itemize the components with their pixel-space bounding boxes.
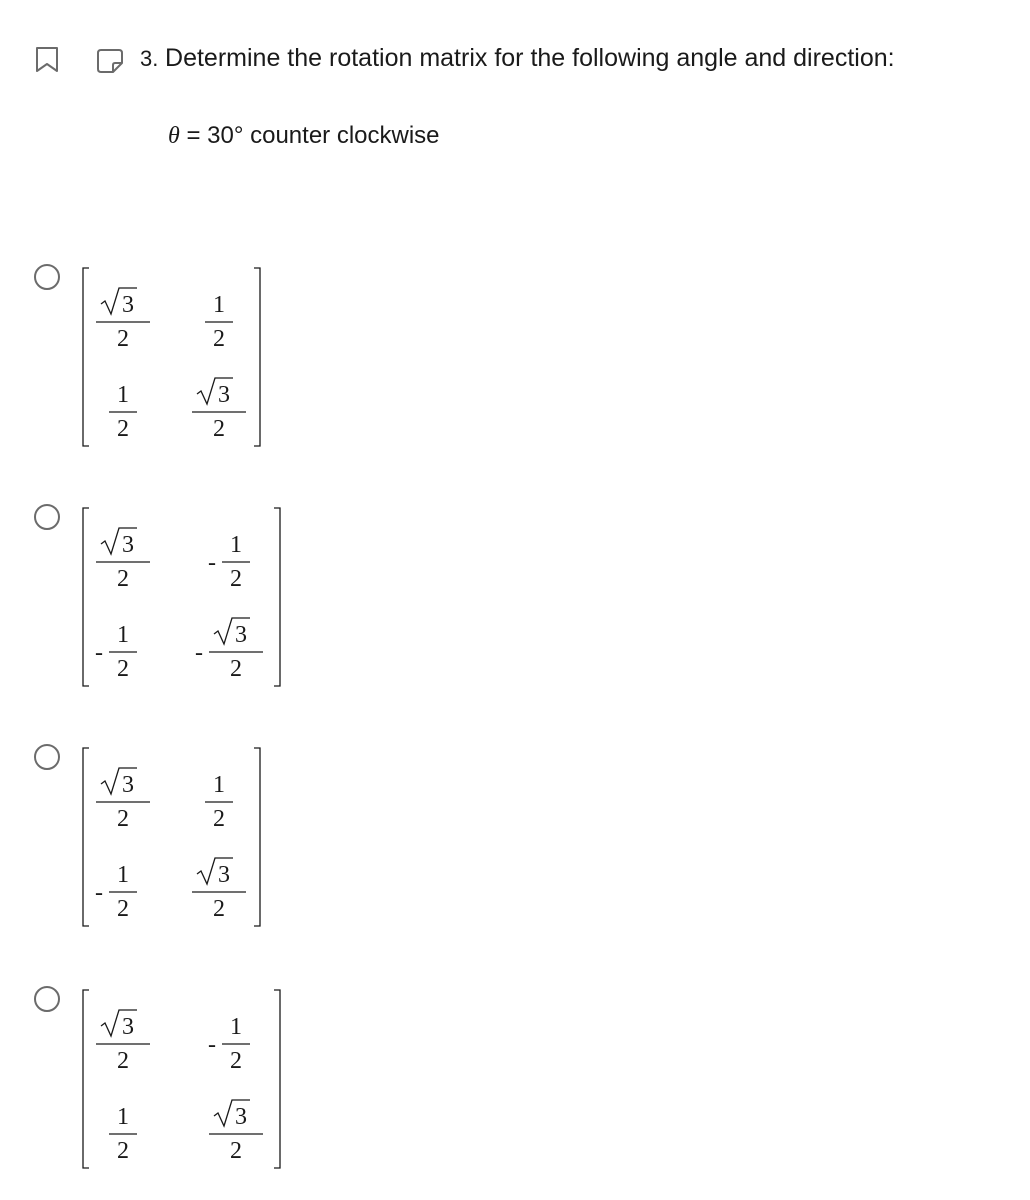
numerator: 3	[218, 862, 230, 888]
numerator: 1	[117, 1104, 129, 1130]
theta-symbol: θ	[168, 123, 180, 149]
option-radio-button[interactable]	[34, 264, 60, 290]
numerator: 1	[230, 1014, 242, 1040]
left-bracket	[83, 508, 89, 686]
numerator: 1	[117, 382, 129, 408]
numerator: 3	[122, 1014, 134, 1040]
numerator: 3	[122, 292, 134, 318]
answer-option[interactable]	[0, 502, 400, 694]
left-bracket	[83, 748, 89, 926]
matrix-entry	[208, 1014, 250, 1074]
denominator: 2	[213, 416, 225, 442]
matrix	[78, 984, 288, 1176]
matrix-entry	[192, 378, 246, 442]
denominator: 2	[230, 566, 242, 592]
answer-option[interactable]	[0, 262, 400, 454]
denominator: 2	[117, 416, 129, 442]
minus-sign: -	[195, 640, 203, 666]
numerator: 3	[235, 622, 247, 648]
matrix-entry	[205, 772, 233, 832]
numerator: 3	[122, 532, 134, 558]
angle-value: = 30° counter clockwise	[186, 122, 440, 149]
denominator: 2	[230, 1048, 242, 1074]
minus-sign: -	[208, 550, 216, 576]
minus-sign: -	[208, 1032, 216, 1058]
denominator: 2	[117, 326, 129, 352]
minus-sign: -	[95, 880, 103, 906]
denominator: 2	[117, 656, 129, 682]
answer-option[interactable]	[0, 984, 400, 1176]
denominator: 2	[117, 1138, 129, 1164]
matrix-entry	[192, 858, 246, 922]
numerator: 3	[122, 772, 134, 798]
denominator: 2	[117, 566, 129, 592]
denominator: 2	[117, 1048, 129, 1074]
matrix-entry	[109, 382, 137, 442]
right-bracket	[254, 748, 260, 926]
question-number: 3.	[140, 46, 159, 71]
left-bracket	[83, 990, 89, 1168]
matrix-entry	[95, 622, 137, 682]
question-text: Determine the rotation matrix for the following angle and direction:	[165, 44, 895, 72]
numerator: 1	[213, 292, 225, 318]
numerator: 3	[235, 1104, 247, 1130]
matrix	[78, 742, 268, 934]
denominator: 2	[230, 656, 242, 682]
matrix-entry	[96, 288, 150, 352]
note-icon[interactable]	[96, 48, 124, 79]
option-radio-button[interactable]	[34, 744, 60, 770]
numerator: 1	[213, 772, 225, 798]
question-prompt	[140, 44, 895, 73]
matrix	[78, 262, 268, 454]
right-bracket	[274, 508, 280, 686]
denominator: 2	[230, 1138, 242, 1164]
answer-option[interactable]	[0, 742, 400, 934]
matrix-entry	[96, 768, 150, 832]
option-radio-button[interactable]	[34, 504, 60, 530]
minus-sign: -	[95, 640, 103, 666]
right-bracket	[254, 268, 260, 446]
numerator: 1	[117, 622, 129, 648]
angle-statement	[168, 122, 440, 150]
matrix-entry	[195, 618, 263, 682]
right-bracket	[274, 990, 280, 1168]
left-bracket	[83, 268, 89, 446]
matrix	[78, 502, 288, 694]
denominator: 2	[117, 806, 129, 832]
denominator: 2	[213, 896, 225, 922]
option-radio-button[interactable]	[34, 986, 60, 1012]
matrix-entry	[205, 292, 233, 352]
numerator: 1	[117, 862, 129, 888]
denominator: 2	[213, 806, 225, 832]
matrix-entry	[109, 1104, 137, 1164]
matrix-entry	[96, 528, 150, 592]
bookmark-icon[interactable]	[34, 46, 60, 79]
denominator: 2	[213, 326, 225, 352]
matrix-entry	[96, 1010, 150, 1074]
matrix-entry	[208, 532, 250, 592]
matrix-entry	[209, 1100, 263, 1164]
numerator: 3	[218, 382, 230, 408]
numerator: 1	[230, 532, 242, 558]
denominator: 2	[117, 896, 129, 922]
matrix-entry	[95, 862, 137, 922]
